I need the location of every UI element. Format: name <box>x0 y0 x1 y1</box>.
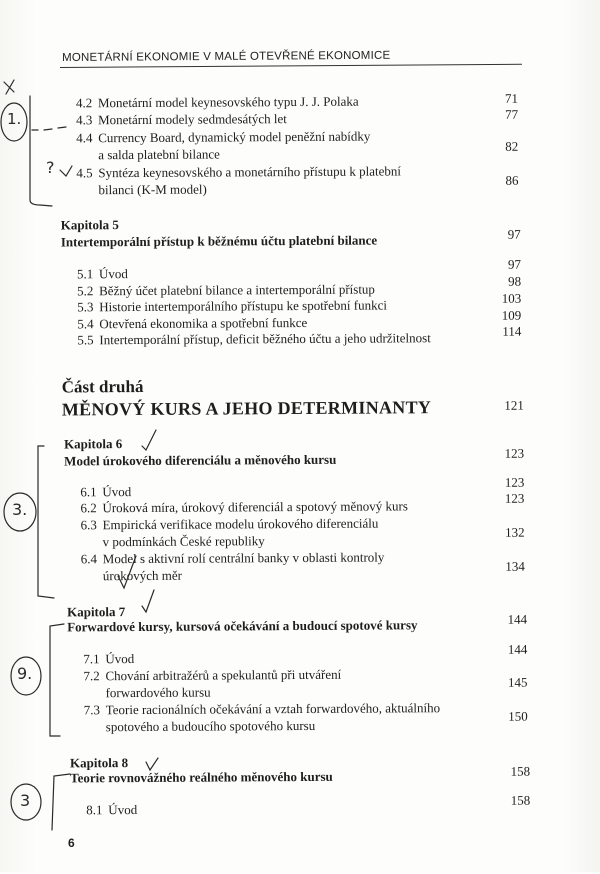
entry-number: 7.3 <box>83 702 100 718</box>
annotation-circle-4: 3 <box>20 791 31 810</box>
entry-title-cont: a salda platební bilance <box>98 146 220 163</box>
entry-number: 5.1 <box>76 266 94 282</box>
entry-title-cont: úrokových měr <box>102 567 182 584</box>
page-number: 82 <box>505 138 519 154</box>
chapter-label: Kapitola 6 <box>63 436 123 452</box>
entry-number: 6.2 <box>80 500 97 516</box>
page-number: 134 <box>505 558 525 574</box>
annotation-circle-3: 9. <box>17 664 33 683</box>
page-number: 77 <box>504 106 519 122</box>
part-label: Část druhá <box>61 376 144 397</box>
page-number: 121 <box>504 397 524 413</box>
page-number: 86 <box>505 172 519 188</box>
entry-title: Úvod <box>108 802 138 818</box>
page-number: 98 <box>508 273 522 289</box>
entry-number: 6.1 <box>80 484 97 500</box>
page-folio: 6 <box>68 836 75 850</box>
page-number: 97 <box>507 226 521 242</box>
page-number: 71 <box>504 90 518 106</box>
page-number: 145 <box>507 674 528 690</box>
page-number: 123 <box>504 445 525 461</box>
page-number: 150 <box>508 708 528 724</box>
entry-title: Intertemporální přístup, deficit běžného účtu a jeho udržitelnost <box>99 330 431 348</box>
page-number: 132 <box>505 524 525 540</box>
annotation-question: ? <box>46 158 55 177</box>
entry-title: Úvod <box>102 484 132 500</box>
entry-title-cont: forwardového kursu <box>105 684 211 701</box>
entry-number: 7.1 <box>83 651 100 667</box>
chapter-title: Forwardové kursy, kursová očekávání a budoucí spotové kursy <box>67 617 418 635</box>
entry-title: Empirická verifikace modelu úrokového diferenciálu <box>102 515 379 533</box>
page-number: 97 <box>507 256 522 272</box>
entry-number: 4.5 <box>76 165 93 181</box>
page-number: 158 <box>510 792 531 808</box>
page-number: 144 <box>507 611 528 627</box>
chapter-label: Kapitola 5 <box>60 217 119 233</box>
entry-title-cont: v podmínkách České republiky <box>102 533 265 550</box>
page-number: 123 <box>504 490 525 506</box>
entry-title-cont: bilanci (K-M model) <box>98 181 207 198</box>
entry-title: Úvod <box>105 651 135 667</box>
entry-number: 4.4 <box>76 130 93 146</box>
entry-number: 4.3 <box>76 112 93 128</box>
entry-number: 4.2 <box>75 95 93 111</box>
chapter-title: Model úrokového diferenciálu a měnového kursu <box>64 451 337 469</box>
entry-number: 5.5 <box>77 332 94 348</box>
page-number: 144 <box>507 641 528 657</box>
page-number: 103 <box>501 290 522 306</box>
entry-number: 5.2 <box>77 283 94 299</box>
page-number: 123 <box>504 474 525 490</box>
entry-title: Chování arbitražérů a spekulantů při utváření <box>105 666 342 684</box>
entry-title: Běžný účet platební bilance a intertemporální přístup <box>99 281 375 299</box>
chapter-label: Kapitola 8 <box>69 755 129 771</box>
entry-number: 7.2 <box>83 668 100 684</box>
entry-title: Otevřená ekonomika a spotřební funkce <box>99 314 308 332</box>
entry-title: Úvod <box>98 266 128 282</box>
running-head: MONETÁRNÍ EKONOMIE V MALÉ OTEVŘENÉ EKONOMICE <box>62 49 391 64</box>
entry-title: Úroková míra, úrokový diferenciál a spotový měnový kurs <box>102 498 408 516</box>
page-number: 114 <box>502 323 522 339</box>
entry-title-cont: spotového a budoucího spotového kursu <box>105 717 316 735</box>
entry-number: 5.4 <box>77 316 94 332</box>
chapter-label: Kapitola 7 <box>67 604 126 620</box>
entry-number: 6.4 <box>80 551 98 567</box>
entry-title: Monetární model keynesovského typu J. J. Polaka <box>97 93 359 111</box>
annotation-circle-1: 1. <box>7 110 22 128</box>
page-number: 109 <box>501 307 522 323</box>
entry-number: 5.3 <box>77 299 94 315</box>
entry-number: 8.1 <box>86 802 103 818</box>
part-title: MĚNOVÝ KURS A JEHO DETERMINANTY <box>61 397 432 420</box>
page-number: 158 <box>510 763 531 779</box>
chapter-title: Teorie rovnovážného reálného měnového kursu <box>70 768 333 786</box>
entry-title: Monetární modely sedmdesátých let <box>98 111 287 128</box>
entry-number: 6.3 <box>80 517 97 533</box>
entry-title: Teorie racionálních očekávání a vztah forwardového, aktuálního <box>105 700 441 718</box>
entry-title: Currency Board, dynamický model peněžní nabídky <box>98 128 371 146</box>
entry-title: Historie intertemporálního přístupu ke spotřební funkci <box>99 297 387 315</box>
entry-title: Syntéza keynesovského a monetárního přístupu k platební <box>98 163 401 181</box>
annotation-circle-2: 3. <box>12 500 28 519</box>
chapter-title: Intertemporální přístup k běžnému účtu platební bilance <box>60 232 378 250</box>
entry-title: Model s aktivní rolí centrální banky v oblasti kontroly <box>102 549 385 567</box>
